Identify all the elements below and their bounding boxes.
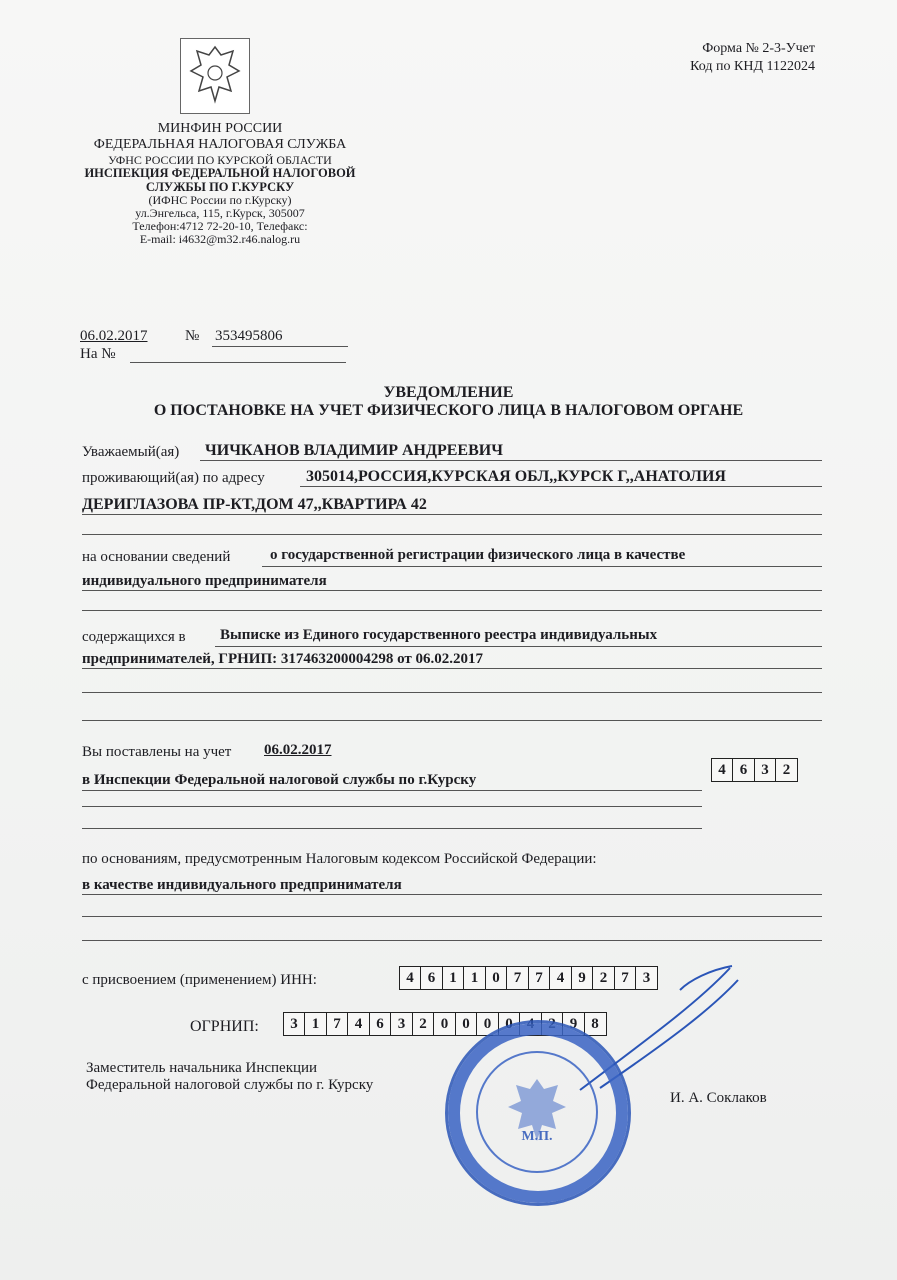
header-inspection: ИНСПЕКЦИЯ ФЕДЕРАЛЬНОЙ НАЛОГОВОЙ [84,166,356,180]
ogrnip-digit: 0 [433,1012,456,1036]
header-ministry: МИНФИН РОССИИ [157,121,283,136]
field-line [262,566,822,567]
signatory-position: Заместитель начальника Инспекции [86,1060,318,1076]
header-ufns: УФНС РОССИИ ПО КУРСКОЙ ОБЛАСТИ [108,153,332,167]
field-line [82,894,822,895]
grounds-value: в качестве индивидуального предпринимателя [82,877,402,893]
ogrnip-digit: 9 [562,1012,585,1036]
doc-number-line [212,346,348,347]
inn-digit: 6 [420,966,443,990]
header-short-name: (ИФНС России по г.Курску) [148,193,292,207]
inn-digit: 9 [571,966,594,990]
registered-label: Вы поставлены на учет [82,744,232,760]
inspection-code-digit: 3 [754,758,777,782]
ogrnip-digit: 1 [304,1012,327,1036]
inn-digit: 4 [399,966,422,990]
signatory-name: И. А. Соклаков [670,1090,767,1106]
extract-line-1: Выписке из Единого государственного реестра индивидуальных [220,627,658,643]
registration-date: 06.02.2017 [264,742,332,758]
signatory-position-2: Федеральной налоговой службы по г. Курску [86,1077,374,1093]
ogrnip-digit: 8 [584,1012,607,1036]
notice-subtitle: О ПОСТАНОВКЕ НА УЧЕТ ФИЗИЧЕСКОГО ЛИЦА В НАЛОГОВОМ ОРГАНЕ [153,402,744,419]
field-line [82,692,822,693]
reply-to-label: На № [80,346,116,362]
inn-digit: 3 [635,966,658,990]
basis-label: на основании сведений [82,549,231,565]
inn-digit: 4 [549,966,572,990]
inn-digit: 2 [592,966,615,990]
doc-date: 06.02.2017 [80,328,148,344]
basis-line-1: о государственной регистрации физического лица в качестве [270,547,686,563]
ogrnip-digit: 3 [283,1012,306,1036]
header-address: ул.Энгельса, 115, г.Курск, 305007 [135,206,305,220]
inspection-code-digit: 4 [711,758,734,782]
stamp-mark: М.П. [521,1129,553,1144]
field-line [82,806,702,807]
inn-label: с присвоением (применением) ИНН: [82,972,317,988]
ogrnip-digit: 2 [412,1012,435,1036]
dear-label: Уважаемый(ая) [82,444,180,460]
header-email: E-mail: i4632@m32.r46.nalog.ru [139,232,301,246]
field-line [82,916,822,917]
inn-digit: 1 [463,966,486,990]
inspection-code-digit: 2 [775,758,798,782]
ogrnip-digit: 6 [369,1012,392,1036]
inn-digit: 0 [485,966,508,990]
ogrnip-digit: 4 [519,1012,542,1036]
basis-line-2: индивидуального предпринимателя [82,573,327,589]
field-line [82,940,822,941]
inn-digit: 1 [442,966,465,990]
field-line [300,486,822,487]
ogrnip-digit: 4 [347,1012,370,1036]
extract-line-2: предпринимателей, ГРНИП: 317463200004298 от 06.02.2017 [82,651,484,667]
field-line [82,828,702,829]
official-seal-stamp [445,1020,631,1206]
header-phone: Телефон:4712 72-20-10, Телефакс: [132,219,308,233]
inspection-name: в Инспекции Федеральной налоговой службы по г.Курску [82,772,477,788]
field-line [82,590,822,591]
ogrnip-digit: 7 [326,1012,349,1036]
reply-to-line [130,362,346,363]
field-line [82,668,822,669]
field-line [82,610,822,611]
contained-label: содержащихся в [82,629,186,645]
field-line [200,460,822,461]
doc-number-sign: № [185,328,200,344]
grounds-label: по основаниям, предусмотренным Налоговым кодексом Российской Федерации: [82,851,597,867]
address-line-2: ДЕРИГЛАЗОВА ПР-КТ,ДОМ 47,,КВАРТИРА 42 [82,496,427,513]
knd-code: Код по КНД 1122024 [690,59,815,74]
doc-number: 353495806 [215,328,283,344]
taxpayer-name: ЧИЧКАНОВ ВЛАДИМИР АНДРЕЕВИЧ [205,442,503,459]
seal-inner-ring [476,1051,598,1173]
form-line: Форма № 2-3-Учет [702,41,815,56]
inn-digit: 7 [528,966,551,990]
header-service: ФЕДЕРАЛЬНАЯ НАЛОГОВАЯ СЛУЖБА [93,137,347,152]
inn-digit: 7 [614,966,637,990]
inspection-code-digit: 6 [732,758,755,782]
field-line [215,646,822,647]
ogrnip-label: ОГРНИП: [190,1018,259,1035]
notice-title: УВЕДОМЛЕНИЕ [383,384,514,401]
inspection-code-cells [712,758,798,782]
field-line [82,790,702,791]
field-line [82,514,822,515]
form-number [690,40,815,76]
inn-digit: 7 [506,966,529,990]
ogrnip-digit: 0 [455,1012,478,1036]
address-line-1: 305014,РОССИЯ,КУРСКАЯ ОБЛ,,КУРСК Г,,АНАТОЛИЯ [306,468,726,485]
ogrnip-digit: 2 [541,1012,564,1036]
coat-of-arms-emblem [180,38,250,114]
address-label: проживающий(ая) по адресу [82,470,265,486]
ogrnip-digit: 3 [390,1012,413,1036]
ogrnip-digit: 0 [476,1012,499,1036]
eagle-icon [478,1053,596,1171]
field-line [82,720,822,721]
header-inspection-city: СЛУЖБЫ ПО Г.КУРСКУ [145,180,295,194]
ogrnip-digit: 0 [498,1012,521,1036]
field-line [82,534,822,535]
